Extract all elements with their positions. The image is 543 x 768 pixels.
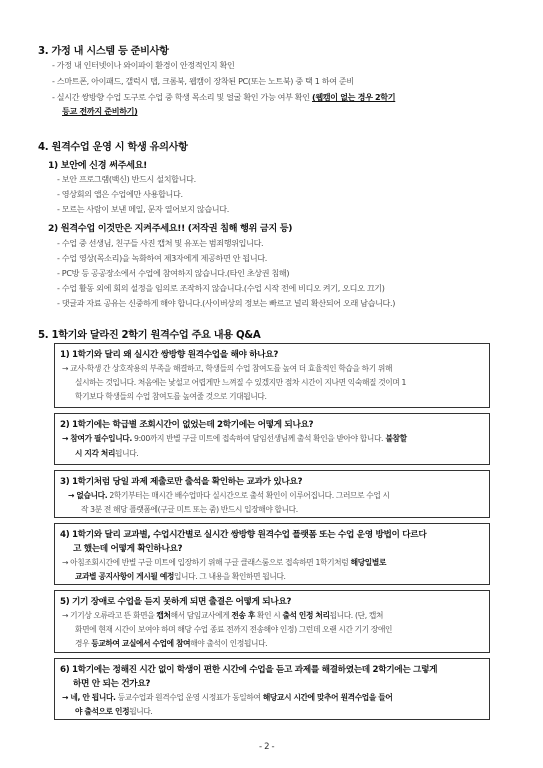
qa-1-answer-line-2: 실시하는 것입니다. 처음에는 낯설고 어렵게만 느껴질 수 있겠지만 점차 시간이 지나면 익숙해질 것이며 1 (75, 378, 407, 387)
qa-2-answer-line-1: → 참여가 필수입니다. 9:00까지 반별 구글 미트에 접속하여 담임선생님께 출석 확인을 받아야 합니다. 불참할 (62, 434, 407, 443)
qa-1-question: 1) 1학기와 달리 왜 실시간 쌍방향 원격수업을 해야 하나요? (60, 350, 279, 360)
section-4-sub-2-item-5: - 댓글과 자료 공유는 신중하게 해야 합니다.(사이버상의 정보는 빠르고 널리 확산되어 오래 남습니다.) (57, 298, 396, 308)
section-3-item-1: - 가정 내 인터넷이나 와이파이 환경이 안정적인지 확인 (52, 60, 235, 70)
qa-1-answer-line-3: 학기보다 학생들의 수업 참여도를 높여줄 것으로 기대됩니다. (75, 392, 267, 401)
section-4-sub-1-title: 1) 보안에 신경 써주세요! (48, 160, 148, 171)
qa-2-answer-line-2: 시 지각 처리됩니다. (75, 449, 139, 458)
qa-5-answer-line-2: 화면에 현재 시간이 보여야 하며 해당 수업 종료 전까지 전송해야 인정) 그런데 오랜 시간 기기 장애인 (75, 625, 393, 634)
qa-6-answer-line-1: → 네, 안 됩니다. 등교수업과 원격수업 운영 시정표가 동일하여 해당교시 시간에 맞추어 원격수업을 들어 (62, 693, 393, 702)
section-4-title: 4. 원격수업 운영 시 학생 유의사항 (38, 142, 188, 153)
qa-2-question: 2) 1학기에는 학급별 조회시간이 없었는데 2학기에는 어떻게 되나요? (60, 420, 314, 430)
qa-4-answer-line-2: 교과별 공지사항이 게시될 예정입니다. 그 내용을 확인하면 됩니다. (75, 572, 286, 581)
page-number: - 2 - (259, 742, 275, 752)
section-3-title: 3. 가정 내 시스템 등 준비사항 (38, 46, 169, 57)
section-4-sub-2-item-4: - 수업 활동 외에 회의 설정을 임의로 조작하지 않습니다.(수업 시작 전에 비디오 켜기, 오디오 끄기) (57, 283, 385, 293)
qa-4-question-line-1: 4) 1학기와 달리 교과별, 수업시간별로 실시간 쌍방향 원격수업 플랫폼 또는 수업 운영 방법이 다르다 (60, 530, 427, 540)
qa-6-question-line-2: 하면 안 되는 건가요? (73, 679, 151, 689)
qa-5-answer-line-1: → 기기상 오류라고 뜬 화면을 캡처해서 담임교사에게 전송 후 확인 시 출석 인정 처리됩니다. (단, 캡쳐 (62, 611, 384, 620)
qa-6-answer-line-2: 야 출석으로 인정됩니다. (75, 707, 153, 716)
section-4-sub-1-item-1: - 보안 프로그램(백신) 반드시 설치합니다. (57, 174, 196, 184)
qa-5-answer-line-3: 경우 등교하여 교실에서 수업에 참여해야 출석이 인정됩니다. (75, 639, 268, 648)
section-4-sub-1-item-2: - 영상회의 앱은 수업에만 사용합니다. (57, 189, 183, 199)
section-3-item-2: - 스마트폰, 아이패드, 갤럭시 탭, 크롬북, 웹캠이 장착된 PC(또는 노트북) 중 택 1 하여 준비 (52, 76, 354, 86)
section-3-item-3: - 실시간 쌍방향 수업 도구로 수업 중 학생 목소리 및 얼굴 확인 가능 여부 확인 (웹캠이 없는 경우 2학기 (52, 92, 396, 102)
qa-4-question-line-2: 고 했는데 어떻게 확인하나요? (73, 544, 183, 554)
section-4-sub-1-item-3: - 모르는 사람이 보낸 메일, 문자 열어보지 않습니다. (57, 204, 229, 214)
qa-1-answer-line-1: → 교사-학생 간 상호작용의 부족을 해결하고, 학생들의 수업 참여도를 높여 더 효율적인 학습을 하기 위해 (62, 364, 393, 373)
qa-3-answer-line-2: 작 3분 전 해당 플랫폼에(구글 미트 또는 줌) 반드시 입장해야 합니다. (81, 505, 298, 514)
section-5-title: 5. 1학기와 달라진 2학기 원격수업 주요 내용 Q&A (38, 330, 261, 341)
section-4-sub-2-item-2: - 수업 영상(목소리)을 녹화하여 제3자에게 제공하면 안 됩니다. (57, 253, 268, 263)
section-4-sub-2-title: 2) 원격수업 이것만은 지켜주세요!! (저작권 침해 행위 금지 등) (48, 223, 293, 234)
qa-4-answer-line-1: → 아침조회시간에 반별 구글 미트에 입장하기 위해 구글 클래스룸으로 접속하면 1학기처럼 해당일별로 (62, 558, 387, 567)
section-3-item-3-continuation: 등교 전까지 준비하기) (62, 106, 138, 116)
qa-3-answer-line-1: → 없습니다. 2학기부터는 매시간 배수업마다 실시간으로 출석 확인이 이루어집니다. 그러므로 수업 시 (68, 491, 390, 500)
qa-5-question: 5) 기기 장애로 수업을 듣지 못하게 되면 출결은 어떻게 되나요? (60, 597, 292, 607)
section-4-sub-2-item-1: - 수업 중 선생님, 친구들 사진 캡처 및 유포는 범죄행위입니다. (57, 238, 264, 248)
qa-6-question-line-1: 6) 1학기에는 정해진 시간 없이 학생이 편한 시간에 수업을 듣고 과제를 해결하였는데 2학기에는 그렇게 (60, 665, 438, 675)
section-4-sub-2-item-3: - PC방 등 공공장소에서 수업에 참여하지 않습니다.(타인 초상권 침해) (57, 268, 290, 278)
qa-3-question: 3) 1학기처럼 당일 과제 제출로만 출석을 확인하는 교과가 있나요? (60, 477, 303, 487)
section-3-item-3-emphasis: (웹캠이 없는 경우 2학기 (311, 92, 396, 102)
